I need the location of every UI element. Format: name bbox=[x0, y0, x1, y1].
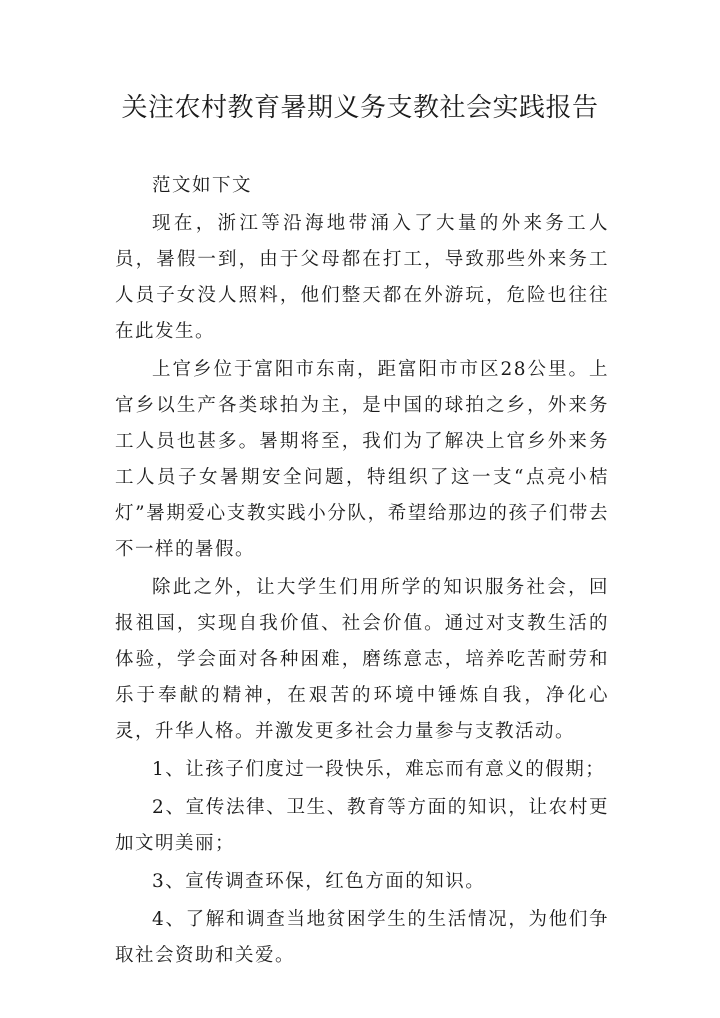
list-item: 3、宣传调查环保，红色方面的知识。 bbox=[152, 871, 486, 892]
paragraph: 上官乡位于富阳市东南，距富阳市市区28公里。上官乡以生产各类球拍为主，是中国的球拍之乡，外来务工人员也甚多。暑期将至，我们为了解决上官乡外来务工人员子女暑期安全问题，特组织了这一支“点亮小桔灯”暑期爱心支教实践小分队，希望给那边的孩子们带去不一样的暑假。 bbox=[115, 359, 609, 560]
paragraph-intro: 范文如下文 bbox=[152, 175, 253, 196]
list-item: 2、宣传法律、卫生、教育等方面的知识，让农村更加文明美丽； bbox=[115, 797, 609, 854]
paragraph: 现在，浙江等沿海地带涌入了大量的外来务工人员，暑假一到，由于父母都在打工，导致那些外来务工人员子女没人照料，他们整天都在外游玩，危险也往往在此发生。 bbox=[115, 213, 609, 342]
list-item: 1、让孩子们度过一段快乐，难忘而有意义的假期； bbox=[152, 759, 606, 780]
paragraph: 除此之外，让大学生们用所学的知识服务社会，回报祖国，实现自我价值、社会价值。通过对支教生活的体验，学会面对各种困难，磨练意志，培养吃苦耐劳和乐于奉献的精神，在艰苦的环境中锤炼自我，净化心灵，升华人格。并激发更多社会力量参与支教活动。 bbox=[115, 577, 609, 742]
document-body bbox=[115, 168, 609, 974]
document-title: 关注农村教育暑期义务支教社会实践报告 bbox=[121, 93, 599, 123]
list-item: 4、了解和调查当地贫困学生的生活情况，为他们争取社会资助和关爱。 bbox=[115, 909, 609, 966]
